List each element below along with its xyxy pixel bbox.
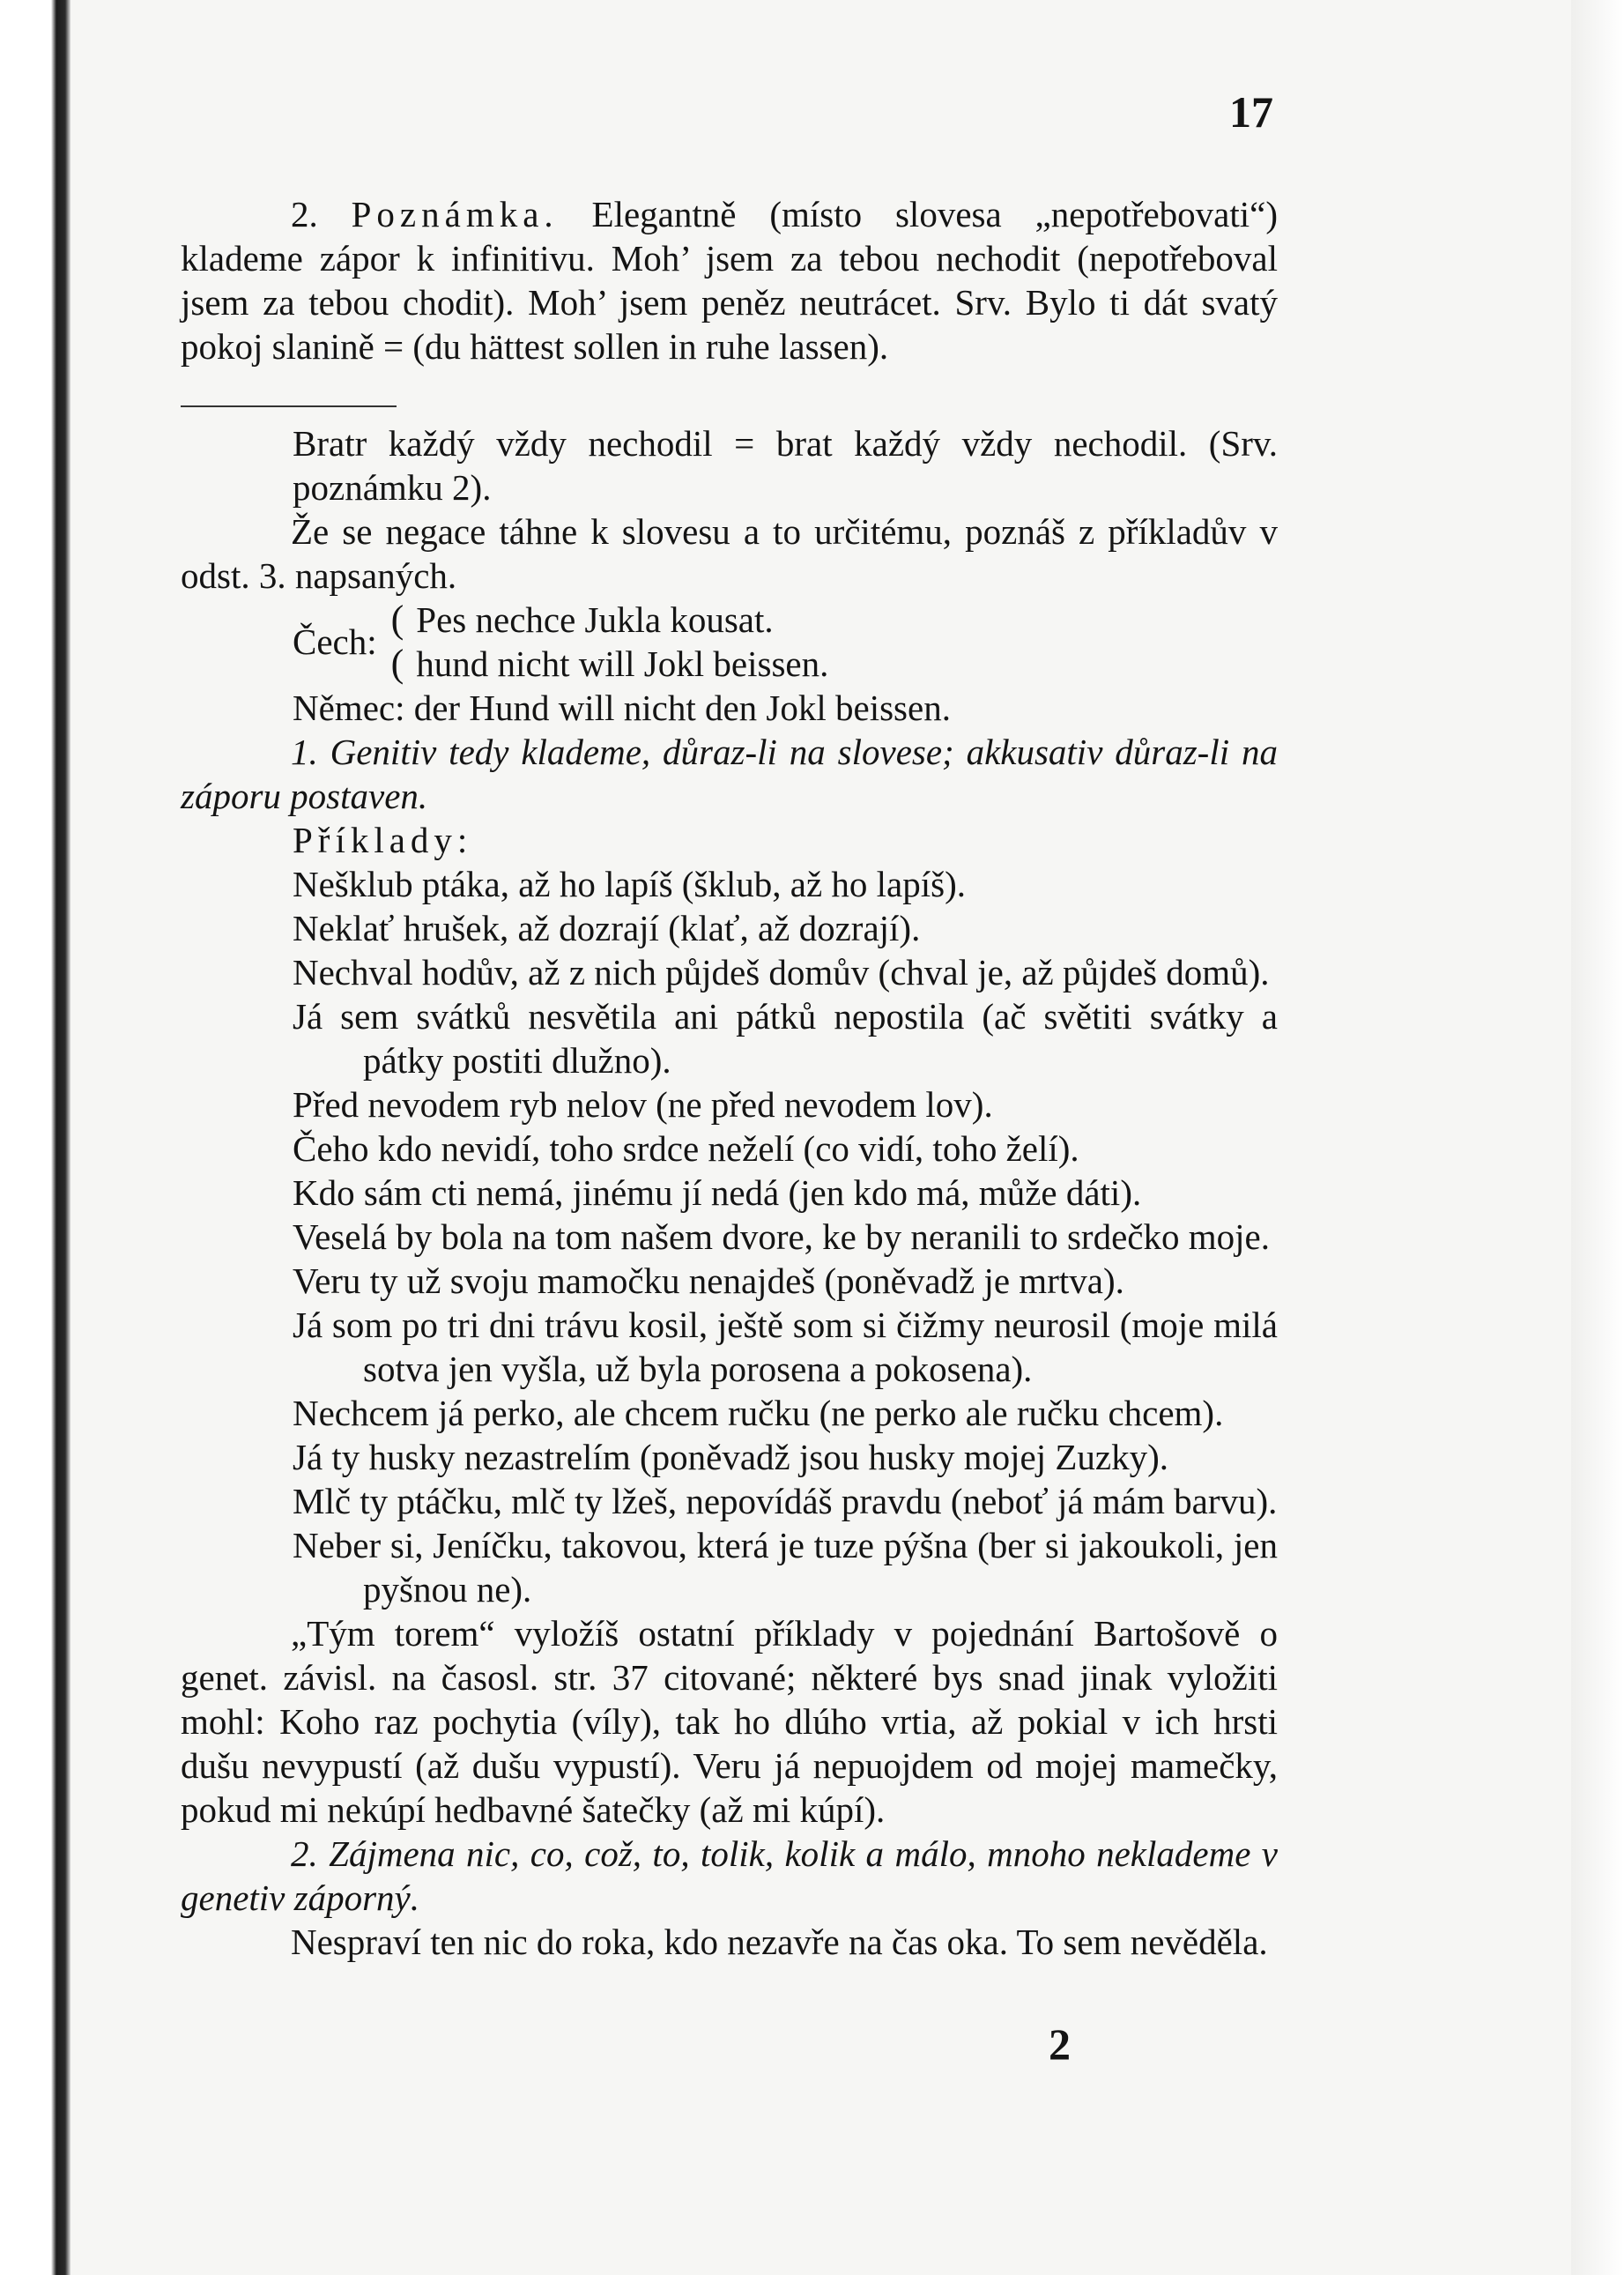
examples-heading: Příklady: <box>293 820 473 860</box>
example-item: Čeho kdo nevidí, toho srdce neželí (co vidí, toho želí). <box>293 1128 1079 1169</box>
page-text <box>181 192 1278 1964</box>
example-item: Já som po tri dni trávu kosil, ještě som si čižmy neurosil (moje milá sotva jen vyšla, už byla porosena a pokosena). <box>293 1305 1278 1389</box>
cech-label: Čech: <box>293 621 377 662</box>
note-paragraph <box>181 192 1278 368</box>
nemec-line: Němec: der Hund will nicht den Jokl beissen. <box>293 688 951 728</box>
negace-paragraph: Že se negace táhne k slovesu a to určitému, poznáš z příkladův v odst. 3. napsaných. <box>181 511 1278 596</box>
example-item: Veru ty už svoju mamočku nenajdeš (poněvadž je mrtva). <box>293 1260 1124 1301</box>
example-item: Veselá by bola na tom našem dvore, ke by neranili to srdečko moje. <box>293 1216 1270 1257</box>
example-item: Před nevodem ryb nelov (ne před nevodem lov). <box>293 1084 993 1125</box>
bratr-paragraph: Bratr každý vždy nechodil = brat každý vždy nechodil. (Srv. poznámku 2). <box>293 423 1278 508</box>
example-item: Kdo sám cti nemá, jinému jí nedá (jen kdo má, může dáti). <box>293 1172 1142 1213</box>
example-item: Nechcem já perko, ale chcem ručku (ne perko ale ručku chcem). <box>293 1393 1224 1433</box>
signature-mark: 2 <box>1049 2019 1071 2069</box>
cech-lines <box>391 598 829 686</box>
page-number: 17 <box>1229 87 1273 137</box>
note-text: Elegantně (místo slovesa „nepotřebovati“) klademe zápor k infinitivu. Moh’ jsem za tebou nechodit (nepotřeboval jsem za tebou chodit). Moh’ jsem peněz neutrácet. Srv. Bylo ti dát svatý pokoj slanině = (du hättest sollen in ruhe lassen). <box>181 194 1279 367</box>
example-item: Neber si, Jeníčku, takovou, která je tuze pýšna (ber si jakoukoli, jen pyšnou ne). <box>293 1525 1278 1610</box>
cech-line: ( Pes nechce Jukla kousat. <box>390 598 774 641</box>
note-label: Poznámka. <box>351 194 559 234</box>
tym-torem-paragraph: „Tým torem“ vyložíš ostatní příklady v pojednání Bartošově o genet. závisl. na časosl. str. 37 citované; některé bys snad jinak vyložiti mohl: Koho raz pochytia (víly), tak ho dlúho vrtia, až pokial v ich hrsti dušu nevypustí (až dušu vypustí). Veru já nepuojdem od mojej mamečky, pokud mi nekúpí hedbavné šatečky (až mi kúpí). <box>181 1613 1278 1830</box>
separator-rule <box>181 405 397 407</box>
example-item: Nešklub ptáka, až ho lapíš (šklub, až ho lapíš). <box>293 864 967 904</box>
page-right-edge <box>1571 0 1624 2275</box>
example-item: Nechval hodův, až z nich půjdeš domův (chval je, až půjdeš domů). <box>293 952 1270 993</box>
final-paragraph: Nespraví ten nic do roka, kdo nezavře na čas oka. To sem nevěděla. <box>291 1922 1268 1962</box>
note-number: 2. <box>291 194 318 234</box>
book-spine-edge <box>0 0 70 2275</box>
rule-1: 1. Genitiv tedy klademe, důraz-li na slovese; akkusativ důraz-li na záporu postaven. <box>181 732 1278 816</box>
cech-line: ( hund nicht will Jokl beissen. <box>390 642 829 685</box>
examples-list <box>181 862 1278 1611</box>
cech-example <box>181 598 1278 686</box>
example-item: Mlč ty ptáčku, mlč ty lžeš, nepovídáš pravdu (neboť já mám barvu). <box>293 1481 1278 1521</box>
example-item: Neklať hrušek, až dozrají (klať, až dozrají). <box>293 908 921 948</box>
example-item: Já ty husky nezastrelím (poněvadž jsou husky mojej Zuzky). <box>293 1437 1169 1477</box>
example-item: Já sem svátků nesvětila ani pátků nepostila (ač světiti svátky a pátky postiti dlužno). <box>293 996 1278 1081</box>
rule-2: 2. Zájmena nic, co, což, to, tolik, kolik a málo, mnoho neklademe v genetiv záporný. <box>181 1833 1278 1918</box>
